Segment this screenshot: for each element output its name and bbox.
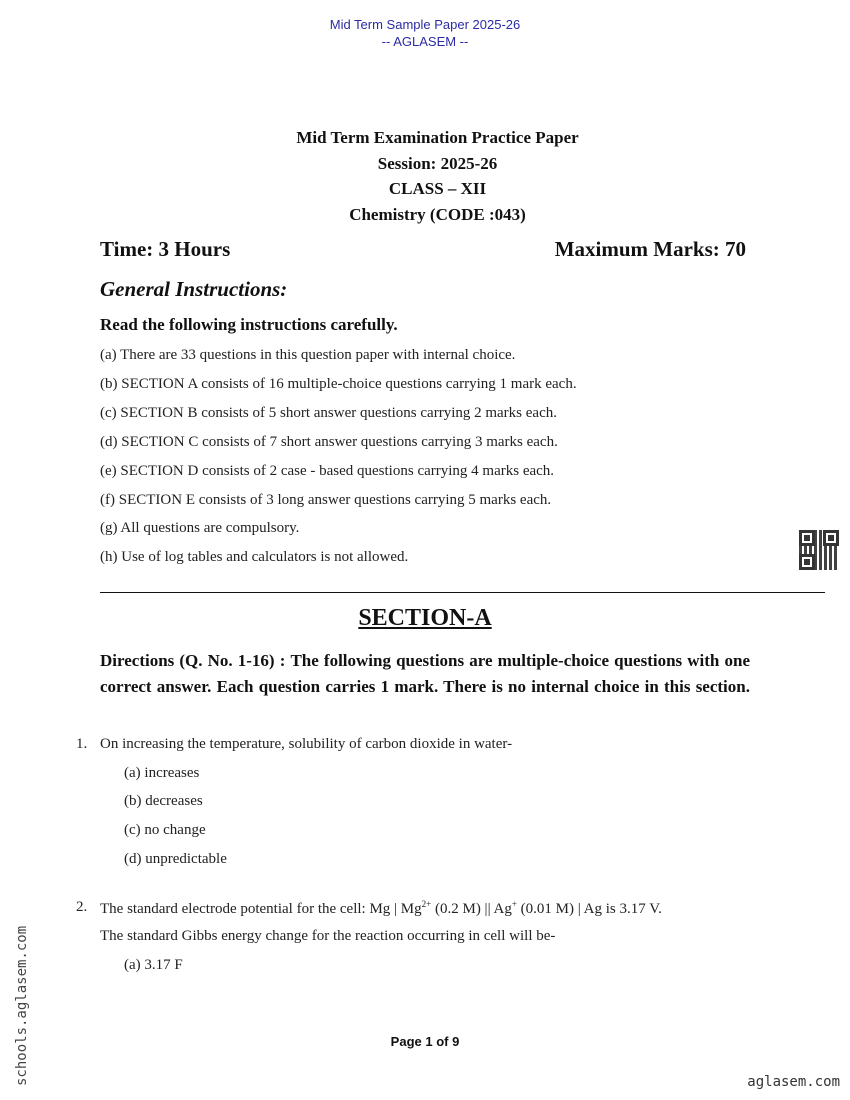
site-watermark: aglasem.com xyxy=(747,1074,840,1090)
qr-code xyxy=(799,530,839,570)
subject: Chemistry (CODE :043) xyxy=(349,205,526,224)
superscript: 2+ xyxy=(421,899,432,909)
option: (c) no change xyxy=(124,822,206,838)
question-text-line2: The standard Gibbs energy change for the reaction occurring in cell will be- xyxy=(100,928,556,944)
section-title: SECTION-A xyxy=(358,605,492,631)
superscript: + xyxy=(511,899,517,909)
header-brand: -- AGLASEM -- xyxy=(381,34,469,49)
option: (a) increases xyxy=(124,765,200,781)
directions xyxy=(100,648,750,700)
time: Time: 3 Hours xyxy=(100,237,231,261)
read-instructions: Read the following instructions carefully. xyxy=(100,315,398,334)
q2-part: The standard electrode potential for the cell: Mg | Mg xyxy=(100,901,422,917)
question-text xyxy=(100,899,662,918)
max-marks: Maximum Marks: 70 xyxy=(554,237,746,261)
general-instructions-heading: General Instructions: xyxy=(100,277,288,301)
class: CLASS – XII xyxy=(388,179,487,198)
side-watermark: schools.aglasem.com xyxy=(14,925,30,1086)
q2-part: (0.01 M) | Ag is 3.17 V. xyxy=(516,901,662,917)
session: Session: 2025-26 xyxy=(377,154,498,173)
instruction: (e) SECTION D consists of 2 case - based questions carrying 4 marks each. xyxy=(100,463,555,479)
header-title: Mid Term Sample Paper 2025-26 xyxy=(329,17,521,32)
directions-label: Directions (Q. No. 1-16) : xyxy=(100,651,286,670)
option: (a) 3.17 F xyxy=(124,957,183,973)
option: (d) unpredictable xyxy=(124,851,227,867)
instruction: (g) All questions are compulsory. xyxy=(100,520,300,536)
question-text: On increasing the temperature, solubility of carbon dioxide in water- xyxy=(100,736,513,752)
instruction: (h) Use of log tables and calculators is not allowed. xyxy=(100,549,409,565)
instruction: (d) SECTION C consists of 7 short answer questions carrying 3 marks each. xyxy=(100,434,558,450)
directions-text: The following questions are multiple-choice questions with one correct answer. Each question carries 1 mark. There is no internal choice in this section. xyxy=(100,651,750,696)
page-number: Page 1 of 9 xyxy=(390,1034,460,1049)
instruction: (f) SECTION E consists of 3 long answer questions carrying 5 marks each. xyxy=(100,492,552,508)
q2-part: (0.2 M) || Ag xyxy=(431,901,512,917)
question-number: 1. xyxy=(76,736,88,752)
option: (b) decreases xyxy=(124,793,203,809)
paper-title: Mid Term Examination Practice Paper xyxy=(296,128,579,147)
instruction: (a) There are 33 questions in this question paper with internal choice. xyxy=(100,347,516,363)
instruction: (b) SECTION A consists of 16 multiple-choice questions carrying 1 mark each. xyxy=(100,376,577,392)
instruction: (c) SECTION B consists of 5 short answer questions carrying 2 marks each. xyxy=(100,405,557,421)
question-number: 2. xyxy=(76,899,88,915)
divider xyxy=(100,592,825,593)
